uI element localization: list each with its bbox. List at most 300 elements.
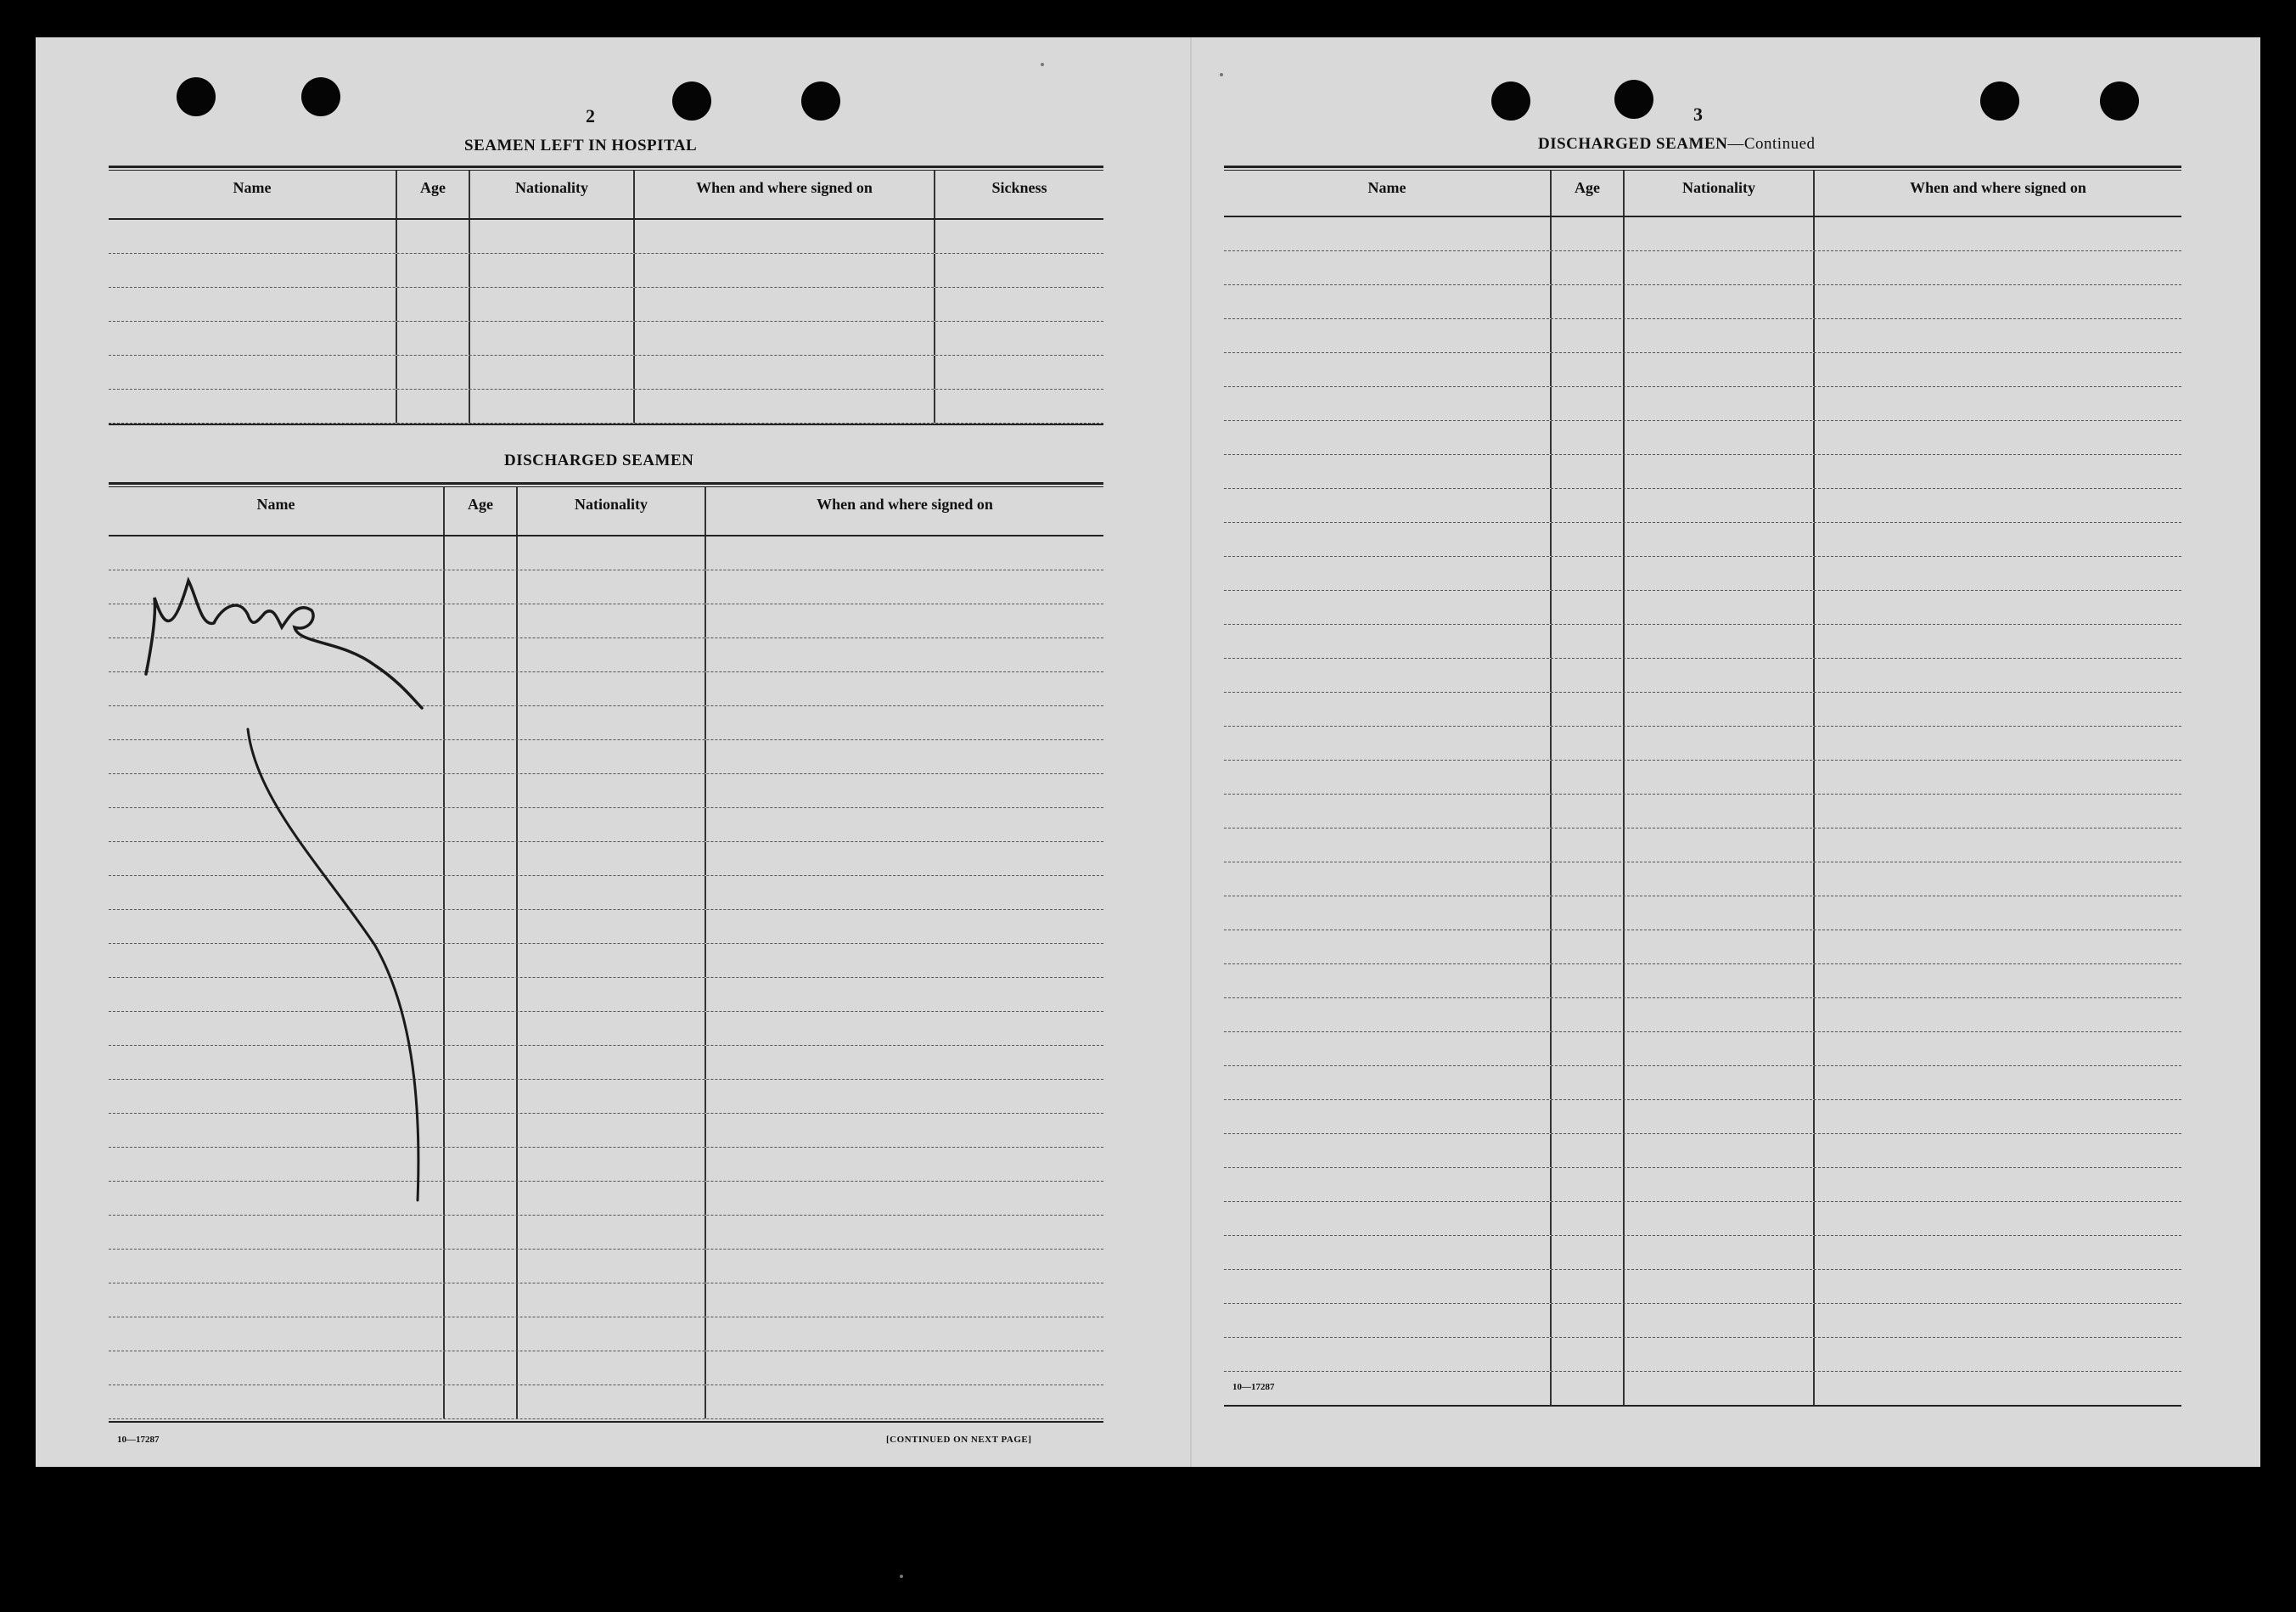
column-header: When and where signed on <box>635 171 935 218</box>
ledger-row <box>1224 1304 2181 1338</box>
ledger-cell <box>1815 862 2181 896</box>
ledger-cell <box>1815 727 2181 760</box>
ledger-cell <box>1552 693 1625 726</box>
ledger-cell <box>109 1012 445 1045</box>
ledger-row <box>109 808 1103 842</box>
ledger-cell <box>1625 828 1815 862</box>
left-page-number: 2 <box>586 105 595 126</box>
ledger-cell <box>1224 862 1552 896</box>
ledger-row <box>1224 523 2181 557</box>
ledger-cell <box>109 1046 445 1079</box>
ledger-cell <box>935 356 1103 389</box>
ledger-cell <box>1552 1202 1625 1235</box>
ledger-cell <box>706 1080 1103 1113</box>
ledger-row <box>109 910 1103 944</box>
ledger-row <box>109 1385 1103 1419</box>
ledger-cell <box>1224 1134 1552 1167</box>
ledger-cell <box>1625 591 1815 624</box>
ledger-cell <box>1625 251 1815 284</box>
ledger-cell <box>1552 1372 1625 1405</box>
ledger-row <box>109 390 1103 424</box>
ledger-cell <box>1552 387 1625 420</box>
ledger-row <box>1224 795 2181 828</box>
ledger-cell <box>1815 1202 2181 1235</box>
ledger-row <box>109 536 1103 570</box>
ledger-cell <box>109 808 445 841</box>
ledger-cell <box>445 1351 518 1385</box>
ledger-row <box>109 876 1103 910</box>
ledger-cell <box>1552 964 1625 997</box>
column-header: Age <box>397 171 470 218</box>
ledger-row <box>109 1148 1103 1182</box>
ledger-cell <box>1552 251 1625 284</box>
ledger-cell <box>1625 285 1815 318</box>
ledger-cell <box>445 978 518 1011</box>
ledger-cell <box>635 288 935 321</box>
ledger-cell <box>109 1283 445 1317</box>
ledger-cell <box>1224 659 1552 692</box>
ledger-cell <box>109 1080 445 1113</box>
ledger-cell <box>1224 1100 1552 1133</box>
ledger-cell <box>1625 761 1815 794</box>
ledger-cell <box>1552 489 1625 522</box>
ledger-cell <box>706 1216 1103 1249</box>
ledger-cell <box>706 1114 1103 1147</box>
ledger-cell <box>1625 795 1815 828</box>
ledger-cell <box>635 220 935 253</box>
ledger-row <box>109 1046 1103 1080</box>
ledger-cell <box>109 1250 445 1283</box>
ledger-cell <box>1224 998 1552 1031</box>
ledger-cell <box>706 672 1103 705</box>
ledger-cell <box>1815 591 2181 624</box>
ledger-cell <box>1625 659 1815 692</box>
ledger-cell <box>706 1317 1103 1351</box>
ledger-cell <box>1552 1032 1625 1065</box>
ledger-cell <box>1815 285 2181 318</box>
ledger-row <box>1224 828 2181 862</box>
ledger-cell <box>1815 523 2181 556</box>
ledger-cell <box>1625 217 1815 250</box>
ledger-cell <box>1815 489 2181 522</box>
ledger-cell <box>109 774 445 807</box>
ledger-cell <box>518 1351 706 1385</box>
ledger-cell <box>1815 1168 2181 1201</box>
ledger-cell <box>1815 1100 2181 1133</box>
ledger-cell <box>518 1046 706 1079</box>
ledger-row <box>1224 964 2181 998</box>
ledger-cell <box>1625 862 1815 896</box>
ledger-cell <box>1625 455 1815 488</box>
ledger-cell <box>397 254 470 287</box>
ledger-cell <box>1224 1304 1552 1337</box>
ledger-cell <box>1815 1270 2181 1303</box>
ledger-cell <box>1815 1066 2181 1099</box>
ledger-cell <box>706 842 1103 875</box>
ledger-cell <box>445 570 518 604</box>
ledger-cell <box>1224 896 1552 930</box>
column-header: When and where signed on <box>817 496 993 513</box>
ledger-cell <box>935 390 1103 423</box>
ledger-cell <box>445 1250 518 1283</box>
hospital-section-title: SEAMEN LEFT IN HOSPITAL <box>464 137 698 154</box>
ledger-cell <box>445 910 518 943</box>
ledger-row <box>1224 896 2181 930</box>
ledger-cell <box>1224 353 1552 386</box>
ledger-cell <box>518 638 706 671</box>
ledger-cell <box>1552 1168 1625 1201</box>
punch-hole <box>1980 81 2019 121</box>
ledger-cell <box>1552 1270 1625 1303</box>
ledger-cell <box>1224 591 1552 624</box>
ledger-row <box>1224 455 2181 489</box>
ledger-cell <box>445 808 518 841</box>
ledger-cell <box>518 536 706 570</box>
ledger-cell <box>518 1317 706 1351</box>
ledger-cell <box>1625 489 1815 522</box>
ledger-cell <box>1625 727 1815 760</box>
ledger-cell <box>1815 1032 2181 1065</box>
ledger-cell <box>109 254 397 287</box>
ledger-cell <box>1552 523 1625 556</box>
ledger-cell <box>1815 1134 2181 1167</box>
ledger-cell <box>470 288 635 321</box>
page-fold <box>1190 37 1192 1467</box>
ledger-cell <box>1815 964 2181 997</box>
continued-rows <box>1224 217 2181 1406</box>
ledger-cell <box>1625 523 1815 556</box>
discharged-continued-title-main: DISCHARGED SEAMEN <box>1538 135 1728 153</box>
column-header: Nationality <box>470 171 635 218</box>
column-header: Age <box>445 487 518 535</box>
ledger-cell <box>518 1385 706 1418</box>
ledger-cell <box>1625 1372 1815 1405</box>
ledger-row <box>109 322 1103 356</box>
ledger-cell <box>1552 1066 1625 1099</box>
ledger-cell <box>1224 1066 1552 1099</box>
ledger-cell <box>1224 319 1552 352</box>
ledger-cell <box>1625 1202 1815 1235</box>
ledger-cell <box>109 1114 445 1147</box>
ledger-row <box>1224 557 2181 591</box>
ledger-cell <box>1552 1100 1625 1133</box>
ledger-row <box>1224 285 2181 319</box>
ledger-cell <box>1224 387 1552 420</box>
ledger-row <box>109 356 1103 390</box>
ledger-cell <box>1552 353 1625 386</box>
ledger-cell <box>518 876 706 909</box>
ledger-cell <box>1625 1304 1815 1337</box>
ledger-row <box>109 1250 1103 1283</box>
ledger-row <box>109 1114 1103 1148</box>
ledger-cell <box>470 356 635 389</box>
ledger-cell <box>1625 1168 1815 1201</box>
ledger-cell <box>109 220 397 253</box>
ledger-cell <box>1815 217 2181 250</box>
ledger-cell <box>706 1182 1103 1215</box>
ledger-cell <box>1552 896 1625 930</box>
ledger-row <box>1224 761 2181 795</box>
ledger-cell <box>1552 1338 1625 1371</box>
ledger-cell <box>1625 1338 1815 1371</box>
ledger-cell <box>1625 693 1815 726</box>
ledger-cell <box>518 808 706 841</box>
ledger-cell <box>1625 1032 1815 1065</box>
ledger-row <box>1224 1032 2181 1066</box>
ledger-cell <box>1625 930 1815 963</box>
ledger-cell <box>1552 761 1625 794</box>
ledger-cell <box>1552 930 1625 963</box>
ledger-row <box>109 740 1103 774</box>
ledger-cell <box>445 876 518 909</box>
ledger-row <box>1224 387 2181 421</box>
ledger-cell <box>1815 421 2181 454</box>
ledger-cell <box>1552 557 1625 590</box>
ledger-cell <box>397 322 470 355</box>
ledger-cell <box>635 390 935 423</box>
ledger-cell <box>445 1317 518 1351</box>
ledger-cell <box>935 322 1103 355</box>
ledger-cell <box>109 672 445 705</box>
ledger-cell <box>109 1182 445 1215</box>
ledger-row <box>109 1317 1103 1351</box>
ink-speck <box>900 1575 903 1578</box>
ledger-row <box>109 220 1103 254</box>
ledger-row <box>109 1012 1103 1046</box>
ledger-cell <box>518 842 706 875</box>
ledger-row <box>109 944 1103 978</box>
ledger-cell <box>109 978 445 1011</box>
ledger-row <box>1224 591 2181 625</box>
ledger-row <box>109 672 1103 706</box>
punch-hole <box>1491 81 1530 121</box>
ledger-cell <box>1625 896 1815 930</box>
ledger-cell <box>397 390 470 423</box>
ledger-cell <box>1815 1236 2181 1269</box>
ledger-cell <box>635 356 935 389</box>
ledger-cell <box>109 706 445 739</box>
ledger-cell <box>445 842 518 875</box>
ledger-cell <box>1552 285 1625 318</box>
ledger-cell <box>1625 1134 1815 1167</box>
column-header: Nationality <box>518 487 706 535</box>
continued-suffix: —Continued <box>1727 135 1816 153</box>
ledger-cell <box>1625 998 1815 1031</box>
ledger-cell <box>1625 1100 1815 1133</box>
ledger-cell <box>635 254 935 287</box>
punch-hole <box>672 81 711 121</box>
ledger-cell <box>1552 1304 1625 1337</box>
ledger-cell <box>935 254 1103 287</box>
ledger-cell <box>109 536 445 570</box>
ledger-cell <box>109 910 445 943</box>
ledger-cell <box>1224 285 1552 318</box>
ledger-cell <box>109 1216 445 1249</box>
ink-speck <box>1041 63 1044 66</box>
ledger-cell <box>706 1046 1103 1079</box>
ledger-cell <box>445 1046 518 1079</box>
discharged-table <box>109 482 1103 1433</box>
ledger-cell <box>518 1216 706 1249</box>
hospital-rows <box>109 220 1103 424</box>
column-header: Name <box>109 487 445 535</box>
ledger-cell <box>445 1182 518 1215</box>
ledger-cell <box>445 638 518 671</box>
ledger-row <box>1224 998 2181 1032</box>
ledger-row <box>109 1351 1103 1385</box>
ledger-cell <box>109 1317 445 1351</box>
ledger-cell <box>1224 1168 1552 1201</box>
ledger-cell <box>445 706 518 739</box>
ledger-row <box>109 254 1103 288</box>
ledger-cell <box>1625 625 1815 658</box>
ledger-cell <box>518 910 706 943</box>
ledger-cell <box>1224 693 1552 726</box>
ledger-cell <box>518 774 706 807</box>
ledger-cell <box>706 536 1103 570</box>
ledger-cell <box>109 570 445 604</box>
ledger-cell <box>1224 795 1552 828</box>
document-sheet <box>36 37 2260 1467</box>
ledger-row <box>1224 421 2181 455</box>
ledger-row <box>109 978 1103 1012</box>
ledger-cell <box>445 1114 518 1147</box>
ledger-cell <box>1224 930 1552 963</box>
ledger-cell <box>1224 625 1552 658</box>
ledger-cell <box>1224 727 1552 760</box>
column-header: Name <box>1224 171 1552 216</box>
ledger-cell <box>1815 1338 2181 1371</box>
discharged-continued-table <box>1224 166 2181 1413</box>
ledger-cell <box>1815 353 2181 386</box>
ledger-cell <box>1552 421 1625 454</box>
ledger-cell <box>1552 862 1625 896</box>
ledger-cell <box>1815 896 2181 930</box>
ledger-cell <box>518 604 706 637</box>
ledger-cell <box>935 288 1103 321</box>
ledger-row <box>1224 625 2181 659</box>
ledger-cell <box>1815 795 2181 828</box>
ledger-row <box>1224 1066 2181 1100</box>
ledger-cell <box>518 672 706 705</box>
ledger-cell <box>1815 557 2181 590</box>
ledger-row <box>1224 1134 2181 1168</box>
ledger-row <box>1224 251 2181 285</box>
ledger-cell <box>706 1351 1103 1385</box>
ledger-cell <box>1224 489 1552 522</box>
ledger-cell <box>109 876 445 909</box>
ledger-cell <box>1625 319 1815 352</box>
ledger-cell <box>1224 251 1552 284</box>
ledger-cell <box>706 604 1103 637</box>
left-form-number: 10—17287 <box>117 1435 160 1445</box>
ledger-cell <box>518 1250 706 1283</box>
ledger-row <box>109 638 1103 672</box>
ledger-row <box>109 1182 1103 1216</box>
ledger-cell <box>706 1250 1103 1283</box>
ledger-row <box>109 604 1103 638</box>
ledger-row <box>1224 1168 2181 1202</box>
ledger-cell <box>1815 828 2181 862</box>
ledger-cell <box>1815 761 2181 794</box>
ledger-cell <box>1815 1372 2181 1405</box>
ledger-cell <box>445 604 518 637</box>
ledger-cell <box>470 254 635 287</box>
ledger-cell <box>1224 1270 1552 1303</box>
ledger-cell <box>518 706 706 739</box>
ledger-cell <box>109 390 397 423</box>
ledger-row <box>1224 1372 2181 1406</box>
ledger-row <box>109 1080 1103 1114</box>
ledger-cell <box>109 604 445 637</box>
ledger-cell <box>518 1283 706 1317</box>
ledger-cell <box>518 1148 706 1181</box>
right-form-number: 10—17287 <box>1232 1382 1275 1392</box>
ledger-row <box>109 288 1103 322</box>
ledger-cell <box>109 1351 445 1385</box>
column-header: Sickness <box>991 179 1047 196</box>
ledger-row <box>1224 727 2181 761</box>
ledger-cell <box>445 774 518 807</box>
ledger-cell <box>1625 353 1815 386</box>
punch-hole <box>1614 80 1653 119</box>
hospital-table <box>109 166 1103 429</box>
ledger-cell <box>1224 828 1552 862</box>
ledger-cell <box>109 944 445 977</box>
ledger-cell <box>445 1148 518 1181</box>
ledger-row <box>1224 659 2181 693</box>
ledger-cell <box>1224 964 1552 997</box>
ledger-cell <box>1625 387 1815 420</box>
discharged-section-title: DISCHARGED SEAMEN <box>504 452 694 469</box>
ledger-cell <box>109 1385 445 1418</box>
ledger-cell <box>706 944 1103 977</box>
ledger-cell <box>109 356 397 389</box>
ledger-cell <box>706 1148 1103 1181</box>
ledger-cell <box>1552 591 1625 624</box>
ledger-cell <box>445 1080 518 1113</box>
ledger-cell <box>397 288 470 321</box>
ledger-cell <box>1625 1066 1815 1099</box>
ledger-row <box>109 1283 1103 1317</box>
ledger-cell <box>1552 998 1625 1031</box>
ledger-row <box>109 774 1103 808</box>
ledger-row <box>1224 1338 2181 1372</box>
ledger-cell <box>1224 1236 1552 1269</box>
ledger-row <box>1224 1270 2181 1304</box>
ledger-row <box>1224 1236 2181 1270</box>
ledger-row <box>109 706 1103 740</box>
ledger-cell <box>706 706 1103 739</box>
ledger-cell <box>706 740 1103 773</box>
ledger-cell <box>470 220 635 253</box>
ledger-cell <box>706 1283 1103 1317</box>
ledger-cell <box>1815 251 2181 284</box>
ledger-cell <box>1224 523 1552 556</box>
ledger-cell <box>1625 1270 1815 1303</box>
column-header: When and where signed on <box>1910 179 2086 196</box>
ledger-cell <box>1625 557 1815 590</box>
ledger-cell <box>445 536 518 570</box>
ledger-cell <box>109 842 445 875</box>
punch-hole <box>177 77 216 116</box>
ledger-cell <box>1625 421 1815 454</box>
ledger-cell <box>1815 930 2181 963</box>
ledger-cell <box>1815 625 2181 658</box>
ledger-cell <box>1224 217 1552 250</box>
ledger-cell <box>706 570 1103 604</box>
column-header: Age <box>1552 171 1625 216</box>
